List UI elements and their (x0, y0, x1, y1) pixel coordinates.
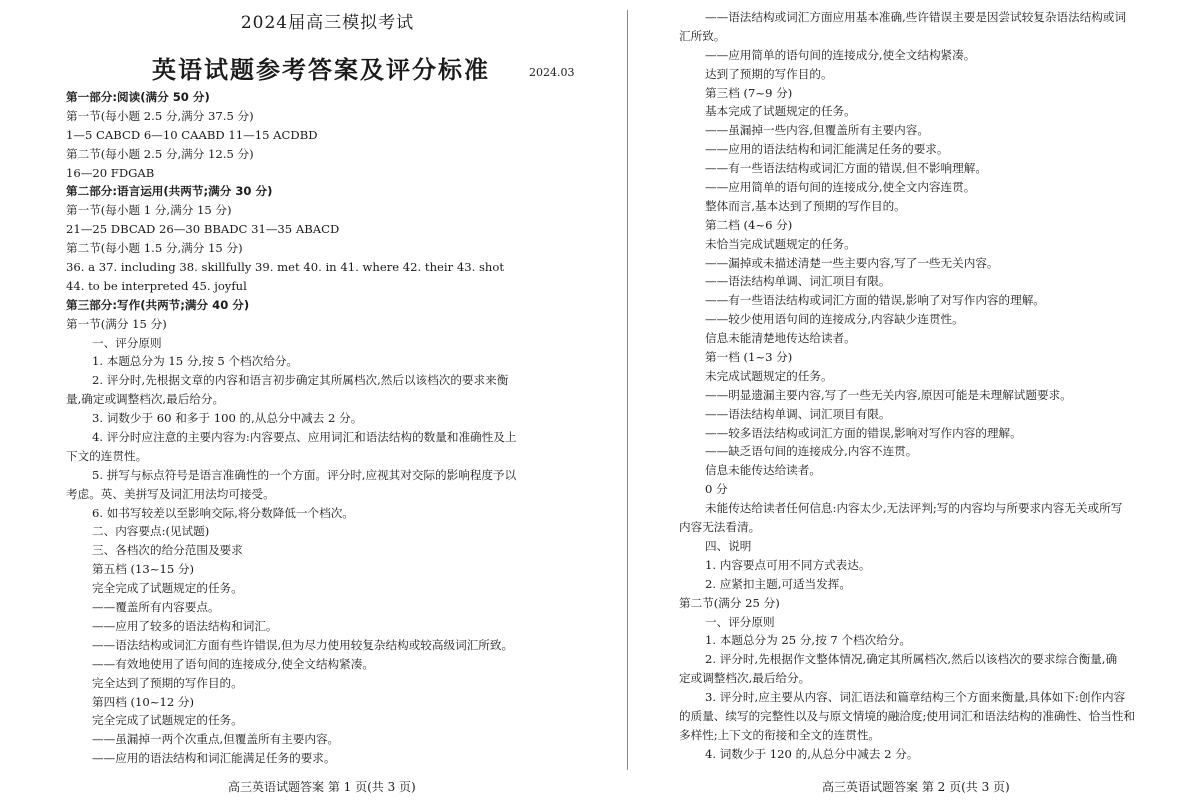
text-line: ——语法结构单调、词汇项目有限。 (705, 274, 891, 289)
text-line: 第二节(每小题 2.5 分,满分 12.5 分) (66, 146, 254, 161)
text-line: 第一节(每小题 2.5 分,满分 37.5 分) (66, 108, 254, 123)
text-line: 第二档 (4~6 分) (705, 217, 793, 232)
text-line: 二、内容要点:(见试题) (92, 524, 210, 539)
text-line: 3. 词数少于 60 和多于 100 的,从总分中减去 2 分。 (92, 411, 363, 426)
text-line: 考虑。英、美拼写及词汇用法均可接受。 (66, 486, 275, 501)
text-line: 下文的连贯性。 (66, 448, 148, 463)
text-line: 第三档 (7~9 分) (705, 85, 793, 100)
text-line: 汇所致。 (679, 28, 726, 43)
text-line: ——较少使用语句间的连接成分,内容缺少连贯性。 (705, 312, 964, 327)
text-line: 21—25 DBCAD 26—30 BBADC 31—35 ABACD (66, 222, 340, 237)
document-date: 2024.03 (529, 66, 575, 79)
page-1-body (66, 88, 589, 768)
text-line: 定或调整档次,最后给分。 (679, 671, 811, 686)
page-2-footer: 高三英语试题答案 第 2 页(共 3 页) (822, 780, 1010, 794)
text-line: 2. 评分时,先根据文章的内容和语言初步确定其所属档次,然后以该档次的要求来衡 (92, 373, 509, 388)
text-line: 第一档 (1~3 分) (705, 350, 793, 365)
text-line: 未能传达给读者任何信息:内容太少,无法评判;写的内容均与所要求内容无关或所写 (705, 501, 1123, 516)
text-line: 完全完成了试题规定的任务。 (92, 581, 243, 596)
text-line: ——应用的语法结构和词汇能满足任务的要求。 (92, 751, 336, 766)
text-line: 第二节(每小题 1.5 分,满分 15 分) (66, 241, 243, 256)
text-line: 第二节(满分 25 分) (679, 595, 780, 610)
text-line: 达到了预期的写作目的。 (705, 66, 833, 81)
text-line: 16—20 FDGAB (66, 165, 155, 180)
text-line: 3. 评分时,应主要从内容、词汇语法和篇章结构三个方面来衡量,具体如下:创作内容 (705, 690, 1126, 705)
text-line: 第三部分:写作(共两节;满分 40 分) (66, 297, 250, 312)
page-divider (627, 10, 628, 770)
text-line: ——应用简单的语句间的连接成分,使全文结构紧凑。 (705, 47, 976, 62)
text-line: 44. to be interpreted 45. joyful (66, 278, 247, 293)
text-line: 第二部分:语言运用(共两节;满分 30 分) (66, 184, 273, 199)
text-line: ——缺乏语句间的连接成分,内容不连贯。 (705, 444, 918, 459)
text-line: 三、各档次的给分范围及要求 (92, 543, 243, 558)
text-line: 内容无法看清。 (679, 520, 761, 535)
text-line: 一、评分原则 (92, 335, 162, 350)
text-line: 一、评分原则 (705, 614, 775, 629)
text-line: ——应用的语法结构和词汇能满足任务的要求。 (705, 142, 949, 157)
text-line: ——有一些语法结构或词汇方面的错误,但不影响理解。 (705, 161, 987, 176)
text-line: 整体而言,基本达到了预期的写作目的。 (705, 198, 906, 213)
document-title: 英语试题参考答案及评分标准 (152, 56, 490, 84)
text-line: 信息未能清楚地传达给读者。 (705, 331, 856, 346)
text-line: 1. 本题总分为 15 分,按 5 个档次给分。 (92, 354, 299, 369)
text-line: 36. a 37. including 38. skillfully 39. met 40. in 41. where 42. their 43. shot (66, 260, 505, 275)
text-line: 1. 内容要点可用不同方式表达。 (705, 557, 871, 572)
text-line: 1. 本题总分为 25 分,按 7 个档次给分。 (705, 633, 912, 648)
text-line: 2. 评分时,先根据作文整体情况,确定其所属档次,然后以该档次的要求综合衡量,确 (705, 652, 1118, 667)
text-line: 信息未能传达给读者。 (705, 463, 821, 478)
text-line: 4. 词数少于 120 的,从总分中减去 2 分。 (705, 746, 919, 761)
page-2-body (679, 8, 1189, 764)
text-line: 未恰当完成试题规定的任务。 (705, 236, 856, 251)
text-line: 第一节(每小题 1 分,满分 15 分) (66, 203, 232, 218)
text-line: 未完成试题规定的任务。 (705, 368, 833, 383)
text-line: 0 分 (705, 482, 728, 497)
text-line: 第一部分:阅读(满分 50 分) (66, 90, 210, 104)
text-line: 6. 如书写较差以至影响交际,将分数降低一个档次。 (92, 505, 354, 520)
text-line: ——虽漏掉一些内容,但覆盖所有主要内容。 (705, 123, 929, 138)
text-line: ——有效地使用了语句间的连接成分,使全文结构紧凑。 (92, 656, 374, 671)
text-line: 完全达到了预期的写作目的。 (92, 675, 243, 690)
text-line: ——漏掉或未描述清楚一些主要内容,写了一些无关内容。 (705, 255, 999, 270)
text-line: 量,确定或调整档次,最后给分。 (66, 392, 225, 407)
text-line: 1—5 CABCD 6—10 CAABD 11—15 ACDBD (66, 127, 318, 142)
text-line: ——有一些语法结构或词汇方面的错误,影响了对写作内容的理解。 (705, 293, 1045, 308)
text-line: 第五档 (13~15 分) (92, 562, 195, 577)
exam-name: 2024届高三模拟考试 (240, 13, 415, 33)
text-line: ——明显遗漏主要内容,写了一些无关内容,原因可能是未理解试题要求。 (705, 387, 1072, 402)
text-line: 四、说明 (705, 538, 752, 553)
text-line: 完全完成了试题规定的任务。 (92, 713, 243, 728)
text-line: ——覆盖所有内容要点。 (92, 600, 220, 615)
text-line: 4. 评分时应注意的主要内容为:内容要点、应用词汇和语法结构的数量和准确性及上 (92, 430, 517, 445)
page-1-footer: 高三英语试题答案 第 1 页(共 3 页) (228, 780, 416, 794)
text-line: 第一节(满分 15 分) (66, 316, 167, 331)
text-line: 2. 应紧扣主题,可适当发挥。 (705, 576, 851, 591)
text-line: ——虽漏掉一两个次重点,但覆盖所有主要内容。 (92, 732, 340, 747)
text-line: ——语法结构单调、词汇项目有限。 (705, 406, 891, 421)
text-line: ——语法结构或词汇方面有些许错误,但为尽力使用较复杂结构或较高级词汇所致。 (92, 637, 514, 652)
text-line: 的质量、续写的完整性以及与原文情境的融洽度;使用词汇和语法结构的准确性、恰当性和 (679, 708, 1136, 723)
text-line: ——应用了较多的语法结构和词汇。 (92, 618, 278, 633)
text-line: ——语法结构或词汇方面应用基本准确,些许错误主要是因尝试较复杂语法结构或词 (705, 10, 1127, 24)
text-line: 多样性;上下文的衔接和全文的连贯性。 (679, 727, 881, 742)
text-line: ——应用简单的语句间的连接成分,使全文内容连贯。 (705, 180, 976, 195)
text-line: 基本完成了试题规定的任务。 (705, 104, 856, 119)
text-line: ——较多语法结构或词汇方面的错误,影响对写作内容的理解。 (705, 425, 1022, 440)
text-line: 第四档 (10~12 分) (92, 694, 195, 709)
text-line: 5. 拼写与标点符号是语言准确性的一个方面。评分时,应视其对交际的影响程度予以 (92, 467, 517, 482)
